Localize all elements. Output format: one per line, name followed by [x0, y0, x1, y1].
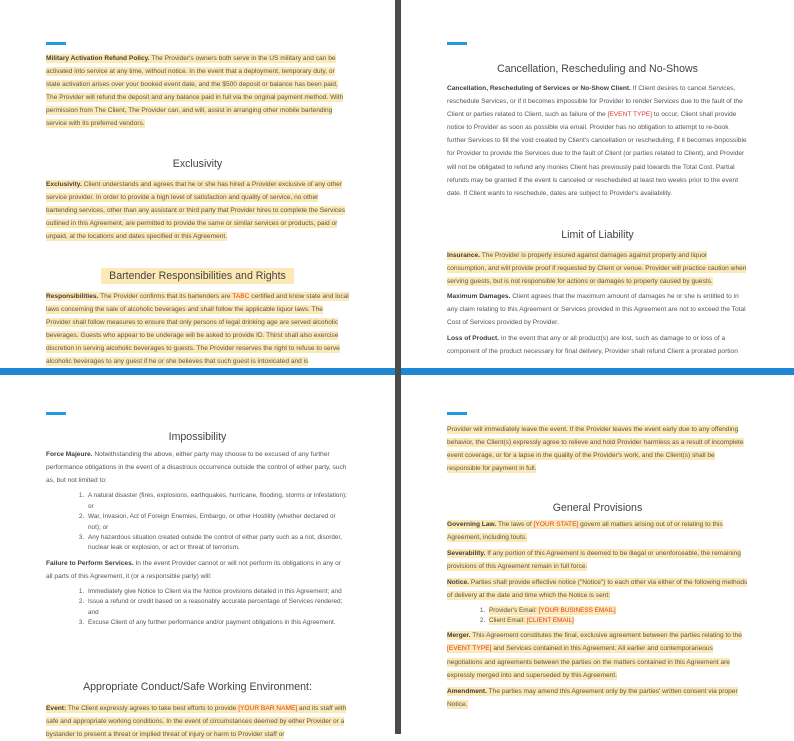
amendment-paragraph: Amendment. The parties may amend this Agreement only by the parties' written consent via proper Notice.: [447, 687, 738, 708]
section-accent-bar: [447, 412, 467, 415]
list-item: 1. Immediately give Notice to Client via the Notice provisions detailed in this Agreement; and: [86, 587, 349, 597]
cancellation-heading: Cancellation, Rescheduling and No-Shows: [497, 63, 698, 75]
section-accent-bar: [46, 42, 66, 45]
exclusivity-paragraph: [46, 178, 349, 243]
responsibilities-title: Responsibilities.: [46, 293, 99, 300]
military-refund-title: Military Activation Refund Policy.: [46, 55, 150, 62]
horizontal-page-divider: [0, 368, 794, 375]
impossibility-heading: Impossibility: [168, 431, 227, 443]
list-item: 2. War, Invasion, Act of Foreign Enemies, Embargo, or other Hostility (whether declared or not); or: [86, 512, 349, 533]
list-item: 2. Issue a refund or credit based on a reasonably accurate percentage of Services rendered; and: [86, 597, 349, 618]
placeholder-state: [YOUR STATE]: [533, 521, 579, 528]
insurance-title: Insurance.: [447, 252, 480, 259]
force-majeure-paragraph: Force Majeure. Notwithstanding the above, either party may choose to be excused of any further performance obligations in the event of a disastrous occurrence outside the control of either party, such as, but not limited to:: [46, 451, 347, 485]
document-page-2: [401, 0, 794, 368]
max-damages-paragraph: Maximum Damages. Client agrees that the maximum amount of damages he or she is entitled to in any claim relating to this Agreement or Services provided in this Agreement are not to exceed the Total Cost of Services provided by Provider.: [447, 293, 746, 327]
notice-paragraph: Notice. Parties shall provide effective notice ("Notice") to each other via either of the following methods of delivery at the date and time which the Notice is sent:: [447, 579, 748, 600]
conduct-heading: Appropriate Conduct/Safe Working Environment:: [83, 681, 312, 693]
cancellation-title: Cancellation, Rescheduling of Services or No-Show Client.: [447, 85, 631, 92]
list-item: 3. Any hazardous situation created outside the control of either party such as a riot, disorder, nuclear leak or explosion, or act or threat of terrorism.: [86, 533, 349, 554]
placeholder-event-type: [EVENT TYPE]: [447, 645, 492, 653]
military-refund-paragraph: [46, 52, 349, 131]
leave-event-paragraph: Provider will immediately leave the event. If the Provider leaves the event early due to any offending behavior, the Client(s) expressly agree to relieve and hold Provider harmless as a result of incomplete event coverage, or for a lapse in the quality of the Provider's work, and the Client(s) shall be responsible for payment in full.: [447, 426, 744, 473]
loss-of-product-title: Loss of Product.: [447, 334, 500, 342]
event-conduct-paragraph: Event: The Client expressly agrees to take best efforts to provide [YOUR BAR NAME] and its staff with safe and appropriate working conditions. In the event of circumstances deemed by either Provider or a bystander to present a threat or implied threat of injury or harm to Provider staff or: [46, 705, 347, 739]
responsibilities-paragraph: Responsibilities. The Provider confirms that its bartenders are TABC certified and know state and local laws concerning the sale of alcoholic beverages and shall follow the applicable liquor laws. The Provider shall follow measures to ensure that only persons of legal drinking age are served alcoholic beverages. Guests who appear to be underage will be asked to provide ID. Thirst shall also exercise discretion in serving alcoholic beverages to guests. The Provider reserves the right to refuse to serve alcoholic beverages to any guest if he or she believes that such guest is intoxicated and is: [46, 293, 349, 366]
list-item: 2. Client Email: [CLIENT EMAIL]: [487, 616, 748, 626]
document-page-1: [0, 0, 395, 368]
section-accent-bar: [46, 412, 66, 415]
section-accent-bar: [447, 42, 467, 45]
notice-title: Notice.: [447, 579, 469, 587]
general-provisions-heading: General Provisions: [552, 502, 643, 514]
military-refund-text: The Provider's owners both serve in the US military and can be activated into service at any time, without notice. In the event that a deployment, temporary duty, or state activation arises over your booked event date, and the $500 deposit or balance has been paid, The Provider will refund the deposit and any balance paid in full via the original payment method. With permission from The Client, The Provider can, and will, assist in arranging other mobile bartending service with its preferred vendors.: [46, 55, 344, 128]
governing-law-paragraph: Governing Law. The laws of [YOUR STATE] govern all matters arising out of or relating to this Agreement, including touts.: [447, 521, 723, 542]
exclusivity-text: Client understands and agrees that he or she has hired a Provider exclusive of any other service provider. In order to provide a high level of satisfaction and quality of service, no other bartending services, other than any assistant or third party that Provider hires to complete the Services outlined in this Agreement, are permitted to provide the same or similar services or products, paid or unpaid, at the locations and dates specified in this Agreement.: [46, 181, 346, 241]
failure-to-perform-paragraph: Failure to Perform Services. In the event Provider cannot or will not perform its obligations in any or all parts of this Agreement, it (or a responsible party) will:: [46, 559, 342, 580]
list-item: 1. Provider's Email: [YOUR BUSINESS EMAIL]: [487, 606, 748, 616]
exclusivity-heading: Exclusivity: [172, 158, 223, 170]
bartender-heading: Bartender Responsibilities and Rights: [101, 268, 294, 284]
insurance-text: The Provider is properly insured against damages against property and liquor consumption, and will provide proof if requested by Client or venue. Provider will practice caution when serving guests, but is not responsible for actions or damages to property caused by guests.: [447, 252, 747, 286]
failure-to-perform-list: [46, 587, 349, 629]
cancellation-paragraph: Cancellation, Rescheduling of Services or No-Show Client. If Client desires to cancel Services, reschedule Services, or if it becomes impossible for Provider to render Services due to the fault of the Client or parties related to Client, such as failure of the [EVENT TYPE] to occur, Client shall provide notice to Provider as soon as possible via email. Provider has no obligation to attempt to re-book further Services to fill the void created by Client's cancellation or rescheduling, if it becomes impossible for Provider to provide the Services due to the fault of Client (or parties related to Client), and Provider will not be obligated to refund any monies Client has previously paid towards the Total Cost. Partial refunds may be granted if the event is canceled or rescheduled at least two weeks prior to the event date. If Client wants to reschedule, dates are subject to Provider's availability.: [447, 85, 747, 197]
liability-heading: Limit of Liability: [561, 229, 634, 241]
force-majeure-title: Force Majeure.: [46, 451, 93, 458]
governing-law-title: Governing Law.: [447, 521, 497, 528]
amendment-title: Amendment.: [447, 687, 487, 695]
insurance-paragraph: [447, 249, 748, 288]
loss-of-product-paragraph: Loss of Product. In the event that any or all product(s) are lost, such as damage to or loss of a component of the product necessary for final delivery, Provider shall refund Client a prorated portion: [447, 334, 738, 355]
list-item: 1. A natural disaster (fires, explosions, earthquakes, hurricane, flooding, storms or infestation); or: [86, 491, 349, 512]
placeholder-bar-name: [YOUR BAR NAME]: [238, 705, 298, 712]
document-page-4: [401, 375, 794, 734]
severability-title: Severability.: [447, 550, 486, 558]
placeholder-client-email: [CLIENT EMAIL]: [526, 616, 574, 624]
severability-paragraph: Severability. If any portion of this Agreement is deemed to be illegal or unenforceable, the remaining provisions of this Agreement remain in full force.: [447, 550, 741, 571]
max-damages-title: Maximum Damages.: [447, 293, 511, 301]
merger-paragraph: Merger. This Agreement constitutes the final, exclusive agreement between the parties relating to the [EVENT TYPE] and Services contained in this Agreement. All earlier and contemporaneous negotiations and agreements between the parties on the matters contained in this Agreement are expressly merged into and superseded by this Agreement.: [447, 632, 742, 679]
notice-methods-list: [447, 606, 748, 627]
placeholder-event-type: [EVENT TYPE]: [607, 111, 653, 119]
document-page-3: [0, 375, 395, 739]
exclusivity-title: Exclusivity.: [46, 181, 82, 188]
placeholder-tabc: TABC: [232, 293, 250, 300]
failure-to-perform-title: Failure to Perform Services.: [46, 559, 134, 567]
list-item: 3. Excuse Client of any further performance and/or payment obligations in this Agreement.: [86, 618, 349, 628]
placeholder-business-email: [YOUR BUSINESS EMAIL]: [538, 606, 616, 614]
event-title: Event:: [46, 705, 67, 712]
merger-title: Merger.: [447, 632, 471, 640]
vertical-page-divider: [395, 0, 401, 734]
force-majeure-list: [46, 491, 349, 553]
